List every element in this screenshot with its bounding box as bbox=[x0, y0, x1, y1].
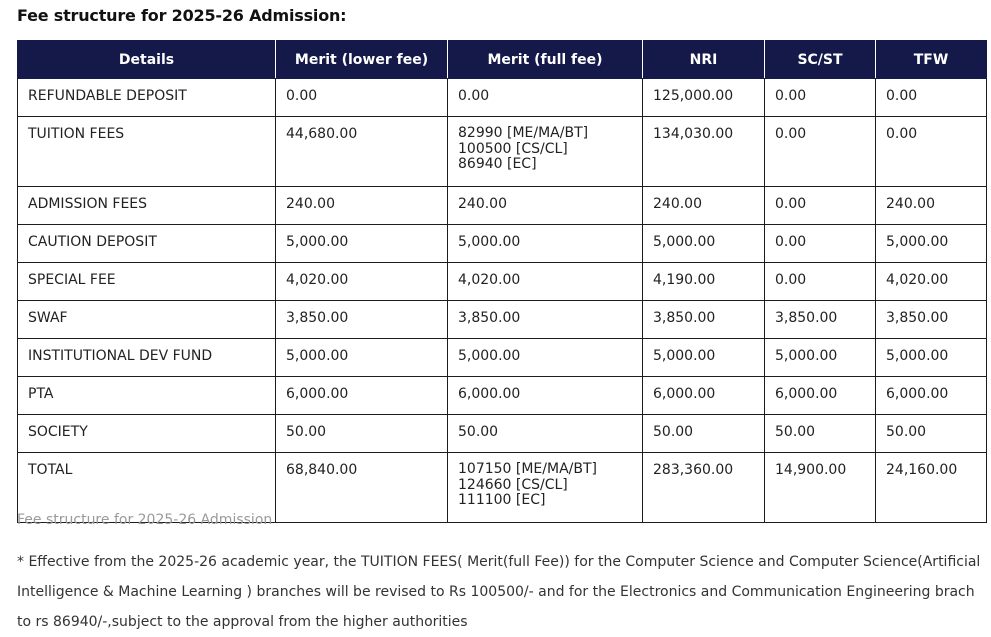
fee-value-cell: 50.00 bbox=[643, 415, 765, 453]
row-label-cell: PTA bbox=[18, 377, 276, 415]
fee-value-cell: 125,000.00 bbox=[643, 79, 765, 117]
table-row bbox=[18, 263, 987, 301]
fee-value-cell: 14,900.00 bbox=[765, 453, 876, 523]
fee-value-cell: 5,000.00 bbox=[448, 339, 643, 377]
fee-value-cell: 240.00 bbox=[276, 187, 448, 225]
fee-value-cell: 5,000.00 bbox=[276, 225, 448, 263]
fee-value-cell: 50.00 bbox=[765, 415, 876, 453]
fee-value-cell: 0.00 bbox=[876, 117, 987, 187]
fee-value-cell: 0.00 bbox=[765, 117, 876, 187]
row-label-cell: ADMISSION FEES bbox=[18, 187, 276, 225]
fee-value-line: 82990 [ME/MA/BT] bbox=[458, 125, 589, 141]
fee-value-line: 100500 [CS/CL] bbox=[458, 140, 568, 157]
table-row bbox=[18, 225, 987, 263]
table-row bbox=[18, 301, 987, 339]
fee-value-cell: 44,680.00 bbox=[276, 117, 448, 187]
fee-value-cell: 0.00 bbox=[448, 79, 643, 117]
fee-value-cell: 50.00 bbox=[448, 415, 643, 453]
column-header: TFW bbox=[876, 41, 987, 79]
row-label-cell: SWAF bbox=[18, 301, 276, 339]
fee-value-cell: 0.00 bbox=[765, 225, 876, 263]
row-label-cell: SOCIETY bbox=[18, 415, 276, 453]
fee-value-cell bbox=[448, 117, 643, 187]
fee-value-cell: 0.00 bbox=[765, 263, 876, 301]
fee-value-cell: 0.00 bbox=[276, 79, 448, 117]
fee-value-cell: 6,000.00 bbox=[448, 377, 643, 415]
fee-value-cell: 5,000.00 bbox=[643, 225, 765, 263]
column-header: NRI bbox=[643, 41, 765, 79]
row-label-cell: CAUTION DEPOSIT bbox=[18, 225, 276, 263]
column-header: SC/ST bbox=[765, 41, 876, 79]
fee-value-cell: 6,000.00 bbox=[276, 377, 448, 415]
row-label-cell: TOTAL bbox=[18, 453, 276, 523]
row-label-cell: REFUNDABLE DEPOSIT bbox=[18, 79, 276, 117]
row-label-cell: SPECIAL FEE bbox=[18, 263, 276, 301]
column-header: Merit (lower fee) bbox=[276, 41, 448, 79]
fee-value-cell: 5,000.00 bbox=[765, 339, 876, 377]
fee-value-cell: 4,020.00 bbox=[876, 263, 987, 301]
fee-value-cell: 5,000.00 bbox=[876, 339, 987, 377]
fee-value-cell bbox=[448, 453, 643, 523]
fee-note: * Effective from the 2025-26 academic year, the TUITION FEES( Merit(full Fee)) for the Computer Science and Computer Science(Artificial Intelligence & Machine Learning ) branches will be revised to Rs 100500/- and for the Electronics and Communication Engineering brach to rs 86940/-,subject to the approval from the higher authorities bbox=[17, 554, 981, 630]
fee-value-cell: 0.00 bbox=[765, 79, 876, 117]
table-caption: Fee structure for 2025-26 Admission bbox=[17, 512, 273, 528]
fee-value-cell: 50.00 bbox=[876, 415, 987, 453]
fee-value-cell: 5,000.00 bbox=[276, 339, 448, 377]
table-row bbox=[18, 339, 987, 377]
table-body bbox=[18, 79, 987, 523]
fee-value-line: 111100 [EC] bbox=[458, 492, 546, 508]
fee-value-line: 107150 [ME/MA/BT] bbox=[458, 461, 597, 477]
table-row bbox=[18, 79, 987, 117]
fee-value-cell: 240.00 bbox=[448, 187, 643, 225]
fee-value-cell: 0.00 bbox=[876, 79, 987, 117]
fee-value-cell: 3,850.00 bbox=[276, 301, 448, 339]
fee-value-cell: 283,360.00 bbox=[643, 453, 765, 523]
fee-value-cell: 5,000.00 bbox=[876, 225, 987, 263]
table-row bbox=[18, 117, 987, 187]
fee-value-line: 86940 [EC] bbox=[458, 156, 537, 172]
fee-value-cell: 240.00 bbox=[876, 187, 987, 225]
fee-value-cell: 0.00 bbox=[765, 187, 876, 225]
page-title: Fee structure for 2025-26 Admission: bbox=[17, 6, 347, 25]
fee-structure-table bbox=[17, 40, 987, 523]
fee-value-cell: 134,030.00 bbox=[643, 117, 765, 187]
fee-value-cell: 3,850.00 bbox=[448, 301, 643, 339]
fee-value-cell: 3,850.00 bbox=[643, 301, 765, 339]
fee-value-cell: 5,000.00 bbox=[448, 225, 643, 263]
table-row bbox=[18, 415, 987, 453]
row-label-cell: INSTITUTIONAL DEV FUND bbox=[18, 339, 276, 377]
column-header: Merit (full fee) bbox=[448, 41, 643, 79]
fee-value-cell: 5,000.00 bbox=[643, 339, 765, 377]
fee-value-cell: 4,190.00 bbox=[643, 263, 765, 301]
fee-value-cell: 4,020.00 bbox=[448, 263, 643, 301]
fee-value-cell: 50.00 bbox=[276, 415, 448, 453]
fee-value-cell: 4,020.00 bbox=[276, 263, 448, 301]
fee-value-cell: 6,000.00 bbox=[643, 377, 765, 415]
fee-value-cell: 6,000.00 bbox=[876, 377, 987, 415]
fee-value-cell: 3,850.00 bbox=[765, 301, 876, 339]
table-row bbox=[18, 187, 987, 225]
table-header-row bbox=[18, 41, 987, 79]
fee-value-cell: 6,000.00 bbox=[765, 377, 876, 415]
column-header: Details bbox=[18, 41, 276, 79]
fee-value-line: 124660 [CS/CL] bbox=[458, 476, 568, 493]
fee-value-cell: 68,840.00 bbox=[276, 453, 448, 523]
row-label-cell: TUITION FEES bbox=[18, 117, 276, 187]
fee-value-cell: 3,850.00 bbox=[876, 301, 987, 339]
fee-value-cell: 240.00 bbox=[643, 187, 765, 225]
fee-value-cell: 24,160.00 bbox=[876, 453, 987, 523]
table-row bbox=[18, 377, 987, 415]
